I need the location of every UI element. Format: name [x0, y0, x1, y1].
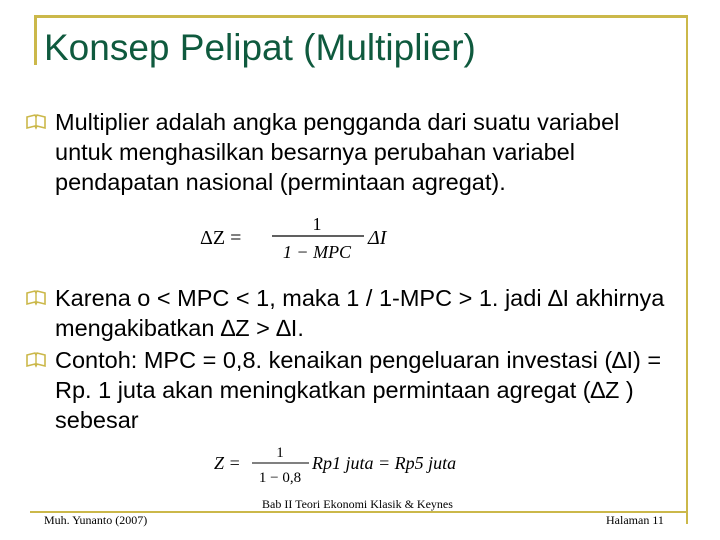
bullet-text: Karena o < MPC < 1, maka 1 / 1-MPC > 1. jadi ∆I akhirnya mengakibatkan ∆Z > ∆I.: [55, 285, 665, 341]
bullet-item: [26, 283, 666, 343]
book-icon: [26, 113, 46, 131]
frame-right-line: [686, 15, 688, 524]
bullet-item: [26, 107, 666, 197]
example-formula: [212, 440, 502, 490]
formula-rhs: Rp1 juta = Rp5 juta: [312, 453, 457, 473]
footer-page-number: Halaman 11: [606, 513, 664, 527]
formula-lhs: Z =: [214, 453, 241, 473]
frame-left-line: [34, 15, 37, 65]
bullet-text: Multiplier adalah angka pengganda dari suatu variabel untuk menghasilkan besarnya perubahan variabel pendapatan nasional (permintaan agregat).: [55, 109, 620, 195]
formula-numerator: 1: [276, 445, 284, 461]
formula-denominator: 1 − 0,8: [258, 470, 302, 486]
formula-lhs: ΔZ =: [200, 227, 242, 249]
bullet-item: [26, 345, 666, 435]
frame-top-line: [34, 15, 688, 18]
multiplier-formula: [198, 208, 408, 266]
formula-numerator: 1: [312, 214, 322, 234]
slide-title: Konsep Pelipat (Multiplier): [44, 27, 476, 68]
book-icon: [26, 351, 46, 369]
footer-chapter: Bab II Teori Ekonomi Klasik & Keynes: [262, 497, 453, 511]
footer-author: Muh. Yunanto (2007): [44, 513, 148, 527]
book-icon: [26, 289, 46, 307]
formula-rhs: ΔI: [368, 227, 387, 249]
bullet-text: Contoh: MPC = 0,8. kenaikan pengeluaran investasi (∆I) = Rp. 1 juta akan meningkatkan permintaan agregat (∆Z ) sebesar: [55, 347, 662, 433]
formula-denominator: 1 − MPC: [282, 242, 352, 262]
